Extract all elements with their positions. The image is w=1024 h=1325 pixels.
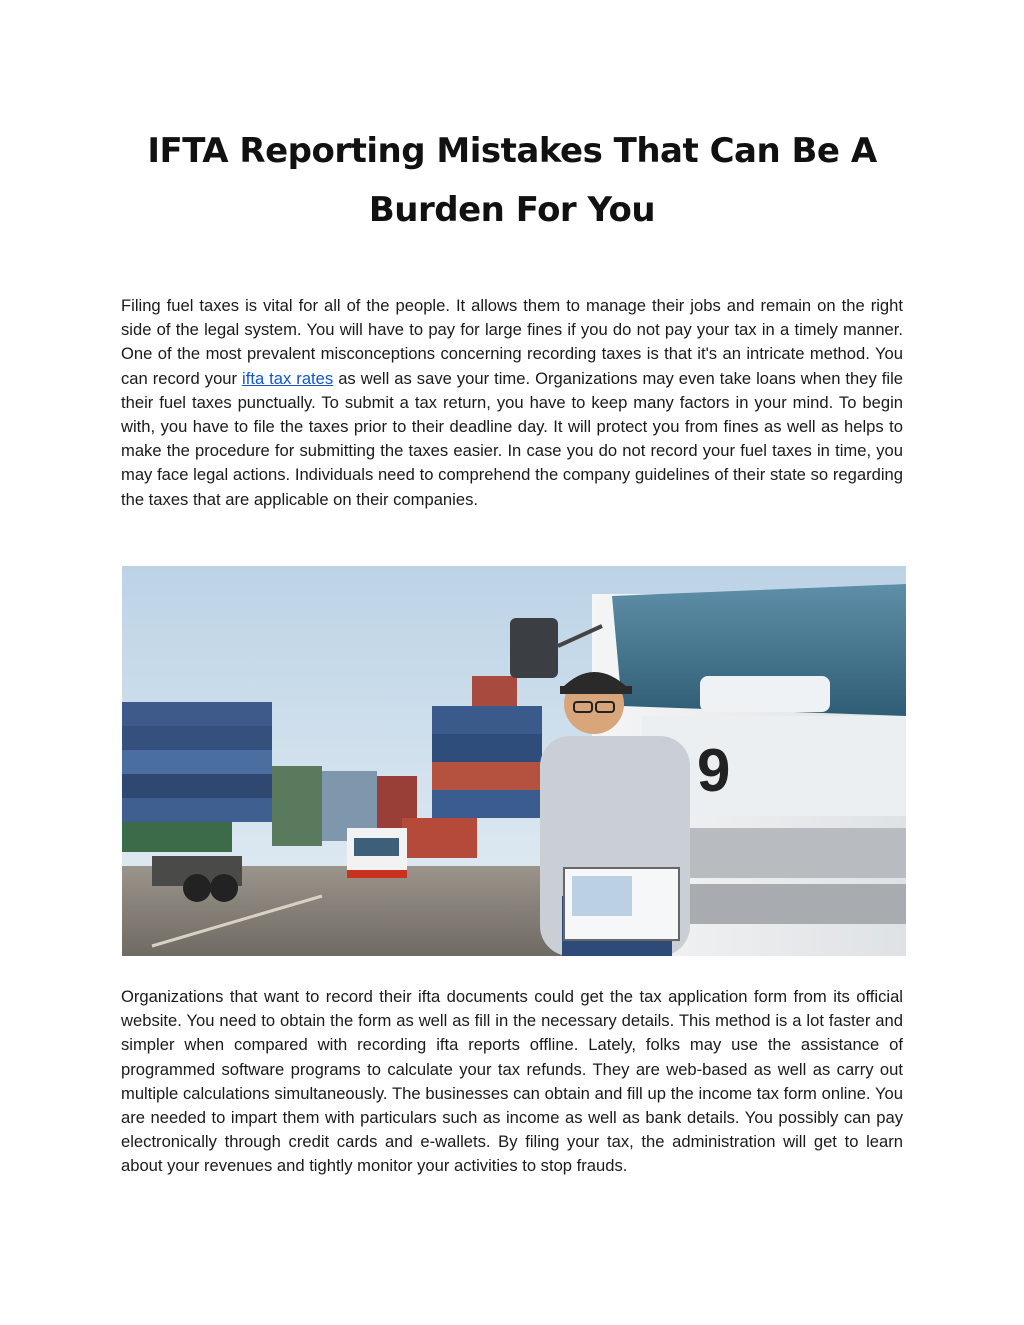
truck-driver-photo: [122, 566, 906, 956]
page-title: IFTA Reporting Mistakes That Can Be A Burden For You: [147, 131, 877, 230]
ifta-tax-rates-link[interactable]: ifta tax rates: [242, 368, 334, 388]
truck-number: 9: [697, 737, 731, 804]
intro-text-after-link: as well as save your time. Organizations may even take loans when they file their fuel taxes punctually. To submit a tax return, you have to keep many factors in your mind. To begin with, you have to file the taxes prior to their deadline day. It will protect you from fines as well as helps to make the procedure for submitting the taxes easier. In case you do not record your fuel taxes in time, you may face legal actions. Individuals need to comprehend the company guidelines of their state so regarding the taxes that are applicable on their companies.: [121, 368, 903, 509]
intro-paragraph: [121, 294, 903, 512]
second-paragraph: Organizations that want to record their ifta documents could get the tax application form from its official website. You need to obtain the form as well as fill in the necessary details. This method is a lot faster and simpler when compared with recording ifta reports offline. Lately, folks may use the assistance of programmed software programs to calculate your tax refunds. They are web-based as well as carry out multiple calculations simultaneously. The businesses can obtain and fill up the income tax form online. You are needed to impart them with particulars such as income as well as bank details. You possibly can pay electronically through credit cards and e-wallets. By filing your tax, the administration will get to learn about your revenues and tightly monitor your activities to stop frauds.: [121, 987, 903, 1176]
intro-text-before-link: Filing fuel taxes is vital for all of the people. It allows them to manage their jobs and remain on the right side of the legal system. You will have to pay for large fines if you do not pay your tax in a timely manner. One of the most prevalent misconceptions concerning recording taxes is that it's an intricate method. You can record your: [121, 296, 903, 388]
